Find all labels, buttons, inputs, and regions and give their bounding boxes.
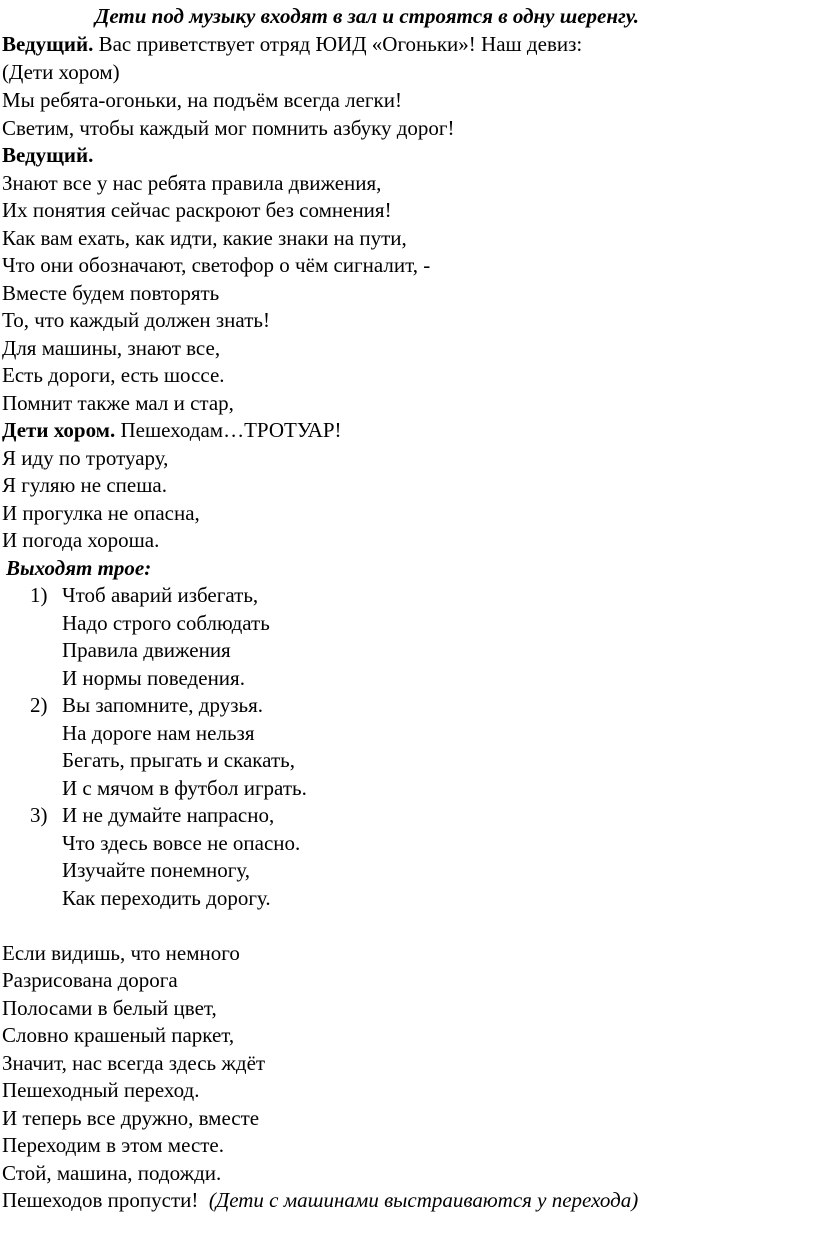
list-number: 1) [30,583,48,607]
list-line: Изучайте понемногу, [62,858,250,882]
verse-line: Разрисована дорога [2,968,178,992]
list-line: На дороге нам нельзя [62,721,255,745]
kids-label: Дети хором. [2,418,116,442]
motto-line: Мы ребята-огоньки, на подъём всегда легки! [2,88,402,112]
kids-chorus-line [2,417,342,444]
final-line-text: Пешеходов пропусти! [2,1188,199,1212]
list-line: Надо строго соблюдать [62,611,270,635]
verse-line: Помнит также мал и стар, [2,391,234,415]
list-line: Как переходить дорогу. [62,886,271,910]
verse-line: И погода хороша. [2,528,160,552]
list-line: Правила движения [62,638,231,662]
host-intro-text: Вас приветствует отряд ЮИД «Огоньки»! Наш девиз: [93,32,583,56]
list-line: И не думайте напрасно, [62,803,275,827]
verse-line: Знают все у нас ребята правила движения, [2,171,382,195]
kids-text: Пешеходам…ТРОТУАР! [115,418,342,442]
verse-line: Значит, нас всегда здесь ждёт [2,1051,266,1075]
verse-line: Полосами в белый цвет, [2,996,217,1020]
motto-line: Светим, чтобы каждый мог помнить азбуку дорог! [2,116,455,140]
list-line: Вы запомните, друзья. [62,693,263,717]
host-intro-line [2,31,582,58]
verse-line: И прогулка не опасна, [2,501,200,525]
verse-line: Что они обозначают, светофор о чём сигналит, - [2,253,431,277]
list-line: И с мячом в футбол играть. [62,776,307,800]
list-line: И нормы поведения. [62,666,245,690]
verse-line: Есть дороги, есть шоссе. [2,363,225,387]
verse-line: Как вам ехать, как идти, какие знаки на пути, [2,226,407,250]
host-label: Ведущий. [2,32,94,56]
verse-line: И теперь все дружно, вместе [2,1106,260,1130]
verse-line: Если видишь, что немного [2,941,240,965]
final-line [2,1187,638,1214]
verse-line: Вместе будем повторять [2,281,220,305]
verse-line: Для машины, знают все, [2,336,221,360]
list-number: 2) [30,693,48,717]
verse-line: Стой, машина, подожди. [2,1161,222,1185]
verse-line: Словно крашеный паркет, [2,1023,235,1047]
verse-line: То, что каждый должен знать! [2,308,270,332]
host-label: Ведущий. [2,143,94,167]
verse-line: Я иду по тротуару, [2,446,169,470]
verse-line: Пешеходный переход. [2,1078,200,1102]
verse-line: Переходим в этом месте. [2,1133,225,1157]
list-line: Что здесь вовсе не опасно. [62,831,301,855]
list-line: Чтоб аварий избегать, [62,583,259,607]
three-label: Выходят трое: [6,556,152,580]
list-line: Бегать, прыгать и скакать, [62,748,295,772]
verse-line: Их понятия сейчас раскроют без сомнения! [2,198,392,222]
list-number: 3) [30,803,48,827]
final-stage-direction: (Дети с машинами выстраиваются у перехода) [208,1188,639,1212]
chorus-note: (Дети хором) [2,60,120,84]
verse-line: Я гуляю не спеша. [2,473,167,497]
stage-direction-title: Дети под музыку входят в зал и строятся в одну шеренгу. [95,4,640,28]
